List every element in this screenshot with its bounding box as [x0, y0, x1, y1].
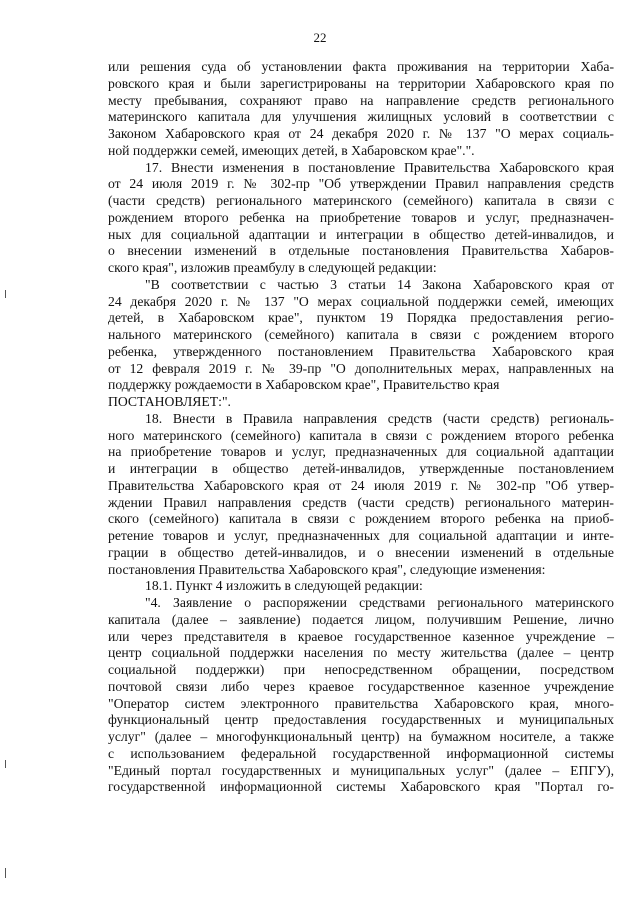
- text-line: нального материнского (семейного) капитала в связи с рождением второго: [108, 327, 614, 342]
- text-line: грации в общество детей-инвалидов, и о внесении изменений в отдельные: [108, 544, 614, 560]
- text-line: ского края", изложив преамбулу в следующей редакции:: [108, 260, 437, 275]
- text-line: (части средств) регионального материнского (семейного) капитала в связи с: [108, 193, 614, 208]
- margin-mark: [5, 760, 6, 768]
- text-line: 24 декабря 2020 г. № 137 "О мерах социальной поддержки семей, имеющих: [108, 293, 614, 309]
- text-line: ребенка, утвержденного постановлением Правительства Хабаровского края: [108, 343, 614, 359]
- text-line: от 24 июля 2019 г. № 302-пр "Об утверждении Правил направления средств: [108, 176, 614, 192]
- text-line: или через представителя в краевое государственное казенное учреждение –: [108, 628, 614, 644]
- text-line: почтовой связи либо через краевое государственное казенное учреждение: [108, 678, 614, 694]
- margin-mark: [5, 290, 6, 298]
- text-line: "Оператор систем электронного правительства Хабаровского края, много-: [108, 695, 614, 711]
- text-line: рождением второго ребенка на приобретение товаров и услуг, предназначен-: [108, 209, 614, 225]
- text-line: от 12 февраля 2019 г. № 39-пр "О дополнительных мерах, направленных на: [108, 360, 614, 376]
- text-line: постановления Правительства Хабаровского края", следующие изменения:: [108, 561, 546, 577]
- text-line: поддержку рождаемости в Хабаровском крае", Правительство края: [108, 377, 500, 393]
- margin-mark: [5, 868, 6, 878]
- text-line: "В соответствии с частью 3 статьи 14 Закона Хабаровского края от: [145, 276, 614, 292]
- text-line: ПОСТАНОВЛЯЕТ:".: [108, 394, 231, 409]
- text-line: материнского капитала для улучшения жилищных условий в соответствии с: [108, 109, 614, 125]
- text-line: и интеграции в общество детей-инвалидов, утвержденные постановлением: [108, 461, 614, 476]
- text-line: "4. Заявление о распоряжении средствами регионального материнского: [145, 595, 614, 610]
- text-line: функциональный центр предоставления государственных и муниципальных: [108, 712, 614, 728]
- page-number: 22: [313, 30, 327, 45]
- text-line: на приобретение товаров и услуг, предназначенных для социальной адаптации: [108, 444, 614, 460]
- text-line: ретение товаров и услуг, предназначенных для социальной адаптации и инте-: [108, 528, 614, 543]
- text-line: услуг" (далее – многофункциональный центр) на бумажном носителе, а также: [108, 729, 614, 744]
- text-line: "Единый портал государственных и муниципальных услуг" (далее – ЕПГУ),: [108, 762, 614, 778]
- text-line: ной поддержки семей, имеющих детей, в Хабаровском крае".".: [108, 142, 475, 158]
- text-line: 17. Внести изменения в постановление Правительства Хабаровского края: [145, 159, 614, 175]
- text-line: ского (семейного) капитала в связи с рождением второго ребенка на приоб-: [108, 511, 614, 527]
- text-line: ровского края и были зарегистрированы на территории Хабаровского края по: [108, 75, 614, 91]
- text-line: с использованием федеральной государственной информационной системы: [108, 745, 614, 761]
- document-body: [108, 59, 614, 796]
- text-line: капитала (далее – заявление) подается лицом, получившим Решение, лично: [108, 611, 614, 627]
- text-line: ных для социальной адаптации и интеграции в общество детей-инвалидов, и: [108, 226, 614, 242]
- text-line: детей, в Хабаровском крае", пунктом 19 Порядка предоставления регио-: [108, 310, 614, 326]
- text-line: о внесении изменений в отдельные постановления Правительства Хабаров-: [108, 243, 614, 259]
- text-line: социальной поддержки) при непосредственном обращении, посредством: [108, 662, 614, 677]
- text-line: или решения суда об установлении факта проживания на территории Хаба-: [108, 59, 614, 74]
- text-line: 18.1. Пункт 4 изложить в следующей редакции:: [145, 578, 423, 594]
- text-line: месту пребывания, сохраняют право на направление средств регионального: [108, 92, 614, 108]
- text-line: 18. Внести в Правила направления средств (части средств) региональ-: [145, 410, 614, 426]
- text-line: ного материнского (семейного) капитала в связи с рождением второго ребенка: [108, 427, 614, 443]
- text-line: Правительства Хабаровского края от 24 июля 2019 г. № 302-пр "Об утвер-: [108, 477, 614, 493]
- text-line: Законом Хабаровского края от 24 декабря 2020 г. № 137 "О мерах социаль-: [108, 126, 614, 141]
- text-line: центр социальной поддержки населения по месту жительства (далее – центр: [108, 645, 614, 661]
- text-line: государственной информационной системы Хабаровского края "Портал го-: [108, 779, 614, 795]
- text-line: ждении Правил направления средств (части средств) регионального материн-: [108, 494, 614, 510]
